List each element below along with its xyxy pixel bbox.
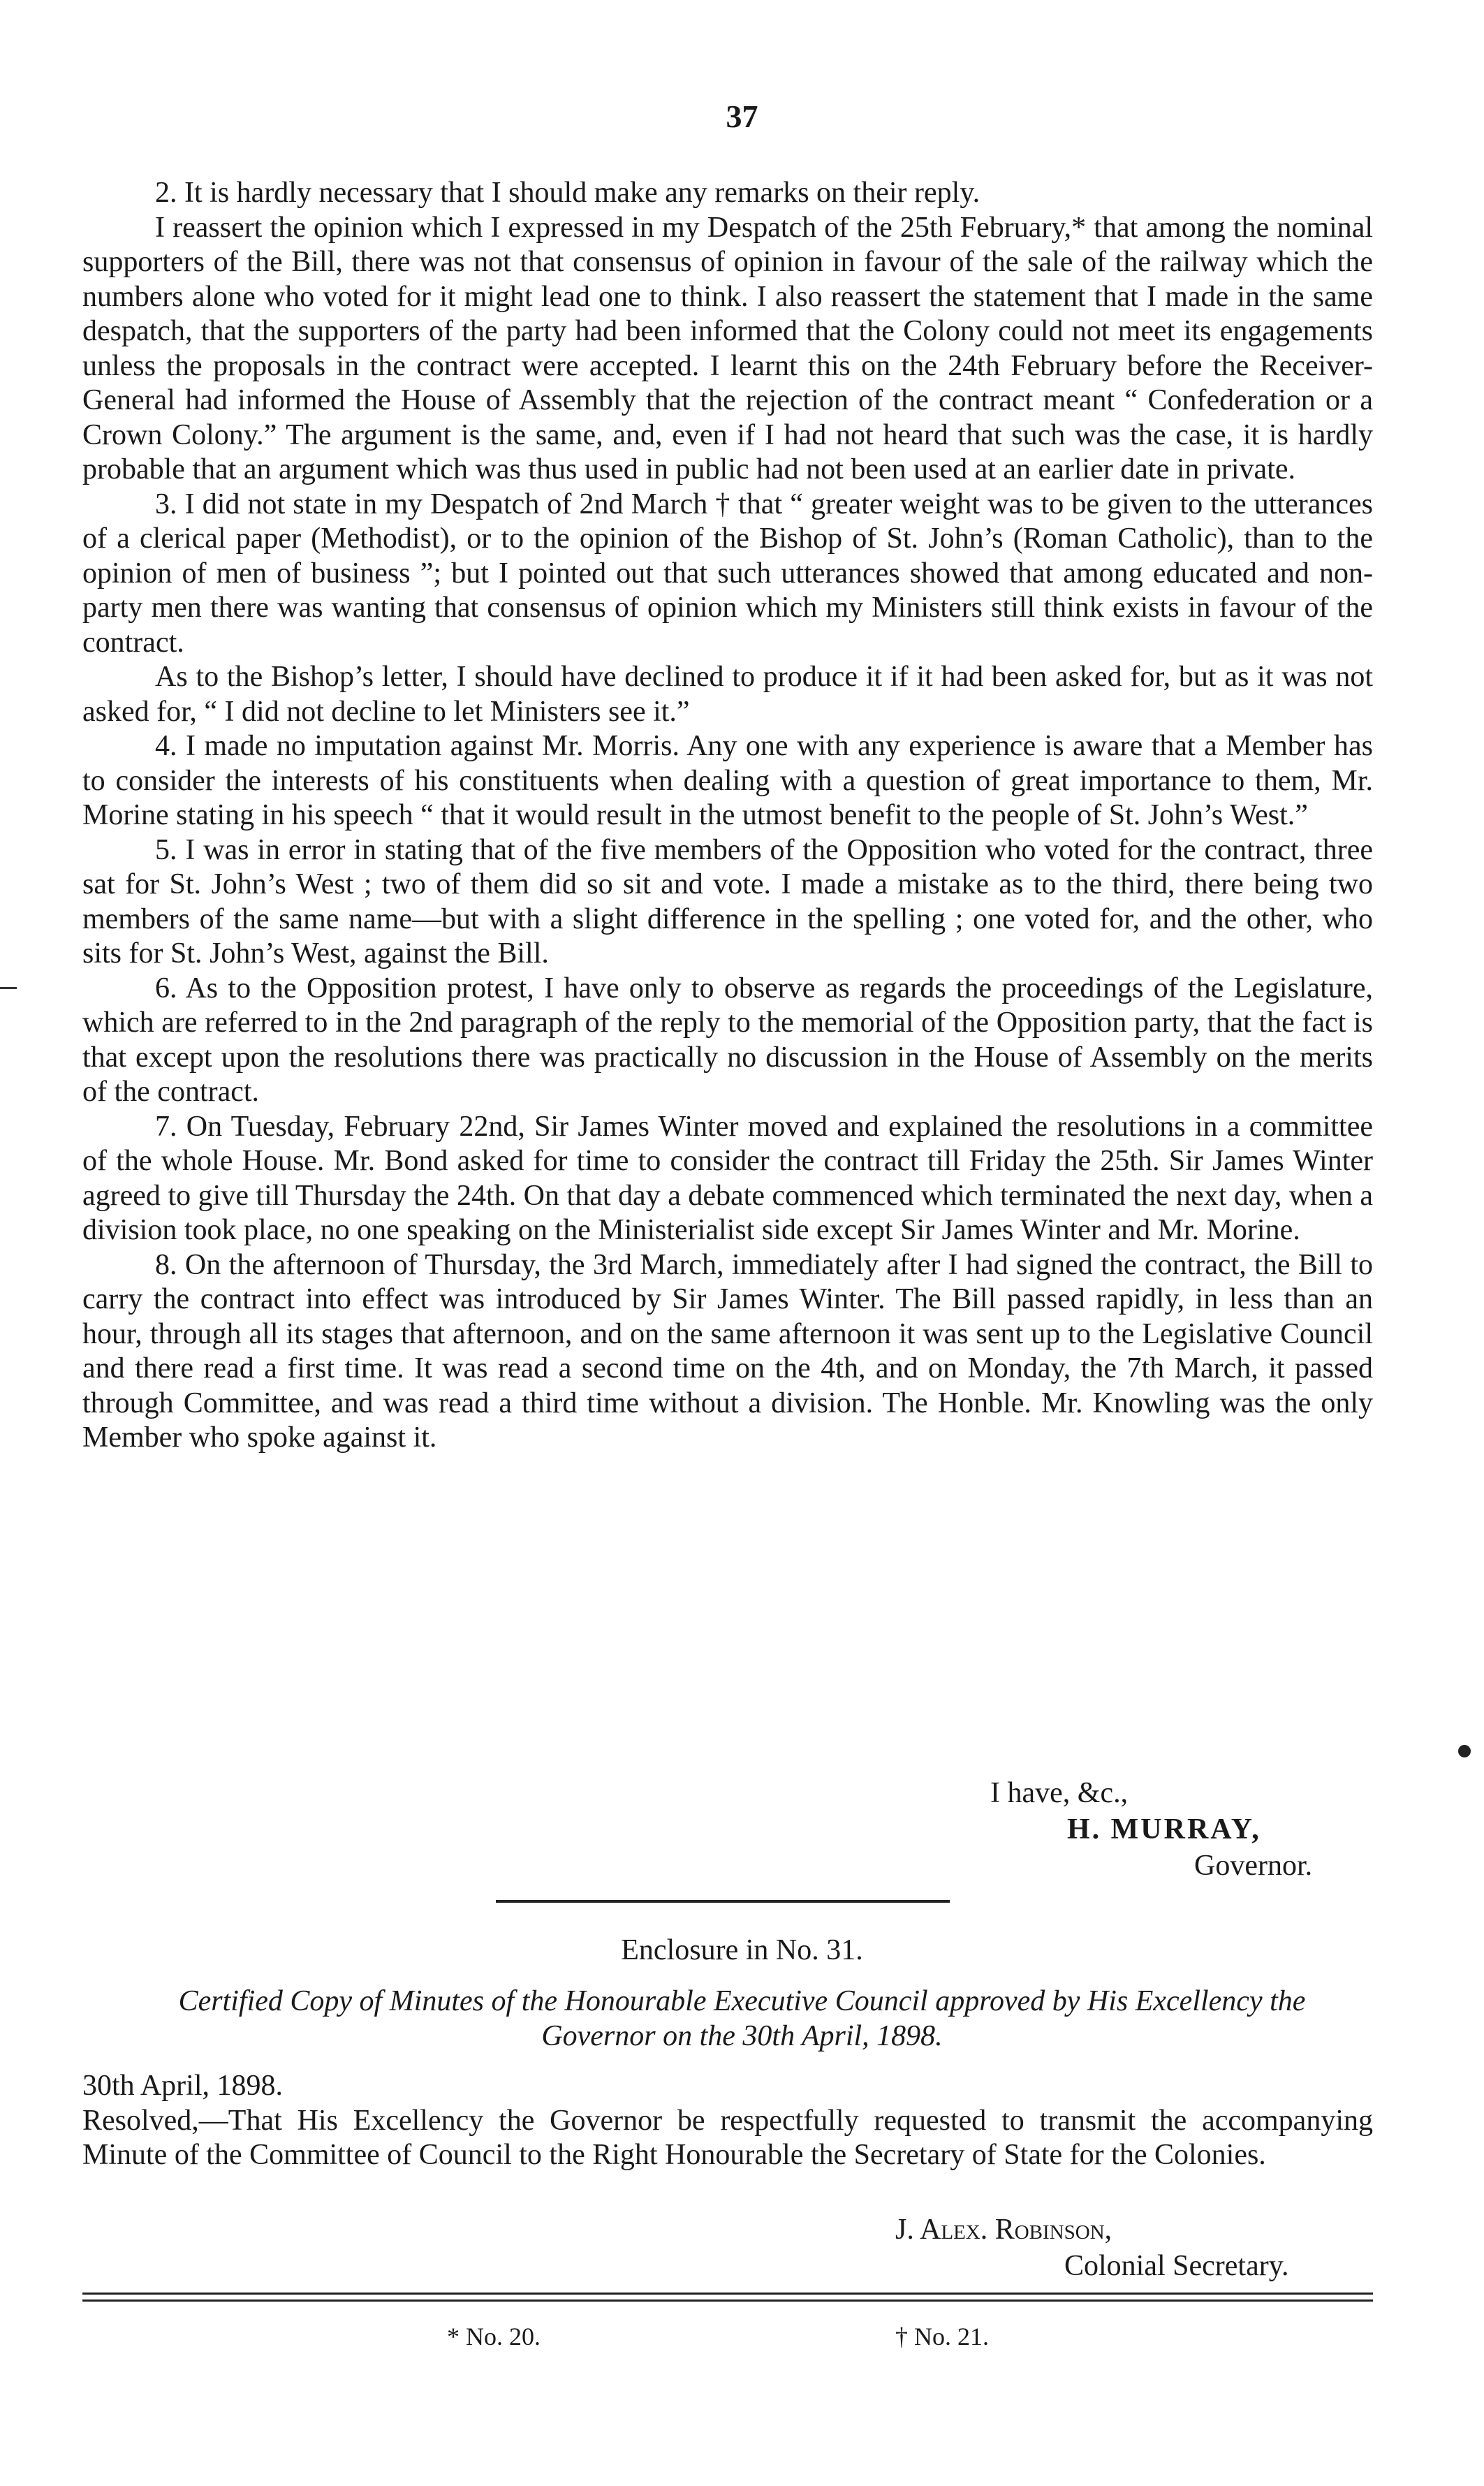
paragraph-8: 8. On the afternoon of Thursday, the 3rd March, immediately after I had signed the contract, the Bill to carry the contract into effect was introduced by Sir James Winter. The Bill passed rapidly, in less than an hour, through all its stages that afternoon, and on the same afternoon it was sent up to the Legislative Council and there read a first time. It was read a second time on the 4th, and on Monday, the 7th March, it passed through Committee, and was read a third time without a division. The Honble. Mr. Knowling was the only Member who spoke against it. bbox=[82, 1248, 1373, 1454]
colonial-secretary-name: J. Alex. Robinson, bbox=[895, 2214, 1112, 2246]
paragraph-7: 7. On Tuesday, February 22nd, Sir James Winter moved and explained the resolutions in a committee of the whole House. Mr. Bond asked for time to consider the contract till Friday the 25th. Sir James Winter agreed to give till Thursday the 24th. On that day a debate commenced which terminated the next day, when a division took place, no one speaking on the Ministerialist side except Sir James Winter and Mr. Morine. bbox=[82, 1110, 1373, 1246]
footnote-rule-bottom bbox=[82, 2299, 1373, 2302]
minute-body bbox=[82, 2069, 1373, 2173]
closing-salutation: I have, &c., bbox=[990, 1777, 1129, 1809]
page-number: 37 bbox=[726, 98, 758, 134]
footnote-rule-top bbox=[82, 2293, 1373, 2295]
footnote-2: † No. 21. bbox=[895, 2323, 989, 2350]
paragraph-2: 2. It is hardly necessary that I should make any remarks on their reply. bbox=[155, 177, 980, 209]
signer-name: H. MURRAY, bbox=[1067, 1813, 1261, 1845]
enclosure-caption: Certified Copy of Minutes of the Honourable Executive Council approved by His Excellency the Governor on the 30th April, 1898. bbox=[178, 1985, 1306, 2052]
signer-title: Governor. bbox=[1194, 1850, 1313, 1882]
minute-date: 30th April, 1898. bbox=[82, 2070, 284, 2102]
paragraph-4: 4. I made no imputation against Mr. Morris. Any one with any experience is aware that a Member has to consider the interests of his constituents when dealing with a question of great importance to them, Mr. Morine stating in his speech “ that it would result in the utmost benefit to the people of St. John’s West.” bbox=[82, 730, 1373, 831]
paragraph-5: 5. I was in error in stating that of the five members of the Opposition who voted for the contract, three sat for St. John’s West ; two of them did so sit and vote. I made a mistake as to the third, there being two members of the same name—but with a slight difference in the spelling ; one voted for, and the other, who sits for St. John’s West, against the Bill. bbox=[82, 833, 1373, 970]
minute-resolution: Resolved,—That His Excellency the Governor be respectfully requested to transmit the accompanying Minute of the Committee of Council to the Right Honourable the Secretary of State for the Colonies. bbox=[82, 2104, 1373, 2171]
margin-mark bbox=[0, 987, 17, 989]
footnote-1: * No. 20. bbox=[447, 2323, 541, 2350]
paragraph-bishops-letter: As to the Bishop’s letter, I should have declined to produce it if it had been asked for, but as it was not asked for, “ I did not decline to let Ministers see it.” bbox=[82, 661, 1373, 728]
paragraph-reassert: I reassert the opinion which I expressed in my Despatch of the 25th February,* that among the nominal supporters of the Bill, there was not that consensus of opinion in favour of the sale of the railway which the numbers alone who voted for it might lead one to think. I also reassert the statement that I made in the same despatch, that the supporters of the party had been informed that the Colony could not meet its engagements unless the proposals in the contract were accepted. I learnt this on the 24th February before the Receiver-General had informed the House of Assembly that the rejection of the contract meant “ Confederation or a Crown Colony.” The argument is the same, and, even if I had not heard that such was the case, it is hardly probable that an argument which was thus used in public had not been used at an earlier date in private. bbox=[82, 211, 1373, 485]
paragraph-3: 3. I did not state in my Despatch of 2nd March † that “ greater weight was to be given to the utterances of a clerical paper (Methodist), or to the opinion of the Bishop of St. John’s (Roman Catholic), than to the opinion of men of business ”; but I pointed out that such utterances showed that among educated and non-party men there was wanting that consensus of opinion which my Ministers still think exists in favour of the contract. bbox=[82, 488, 1373, 659]
colonial-secretary-title: Colonial Secretary. bbox=[1064, 2250, 1289, 2282]
despatch-body bbox=[82, 176, 1373, 1456]
margin-dot bbox=[1458, 1745, 1471, 1757]
paragraph-6: 6. As to the Opposition protest, I have only to observe as regards the proceedings of the Legislature, which are referred to in the 2nd paragraph of the reply to the memorial of the Opposition party, that the fact is that except upon the resolutions there was practically no discussion in the House of Assembly on the merits of the contract. bbox=[82, 972, 1373, 1108]
section-divider bbox=[496, 1900, 950, 1903]
enclosure-heading: Enclosure in No. 31. bbox=[621, 1934, 863, 1966]
